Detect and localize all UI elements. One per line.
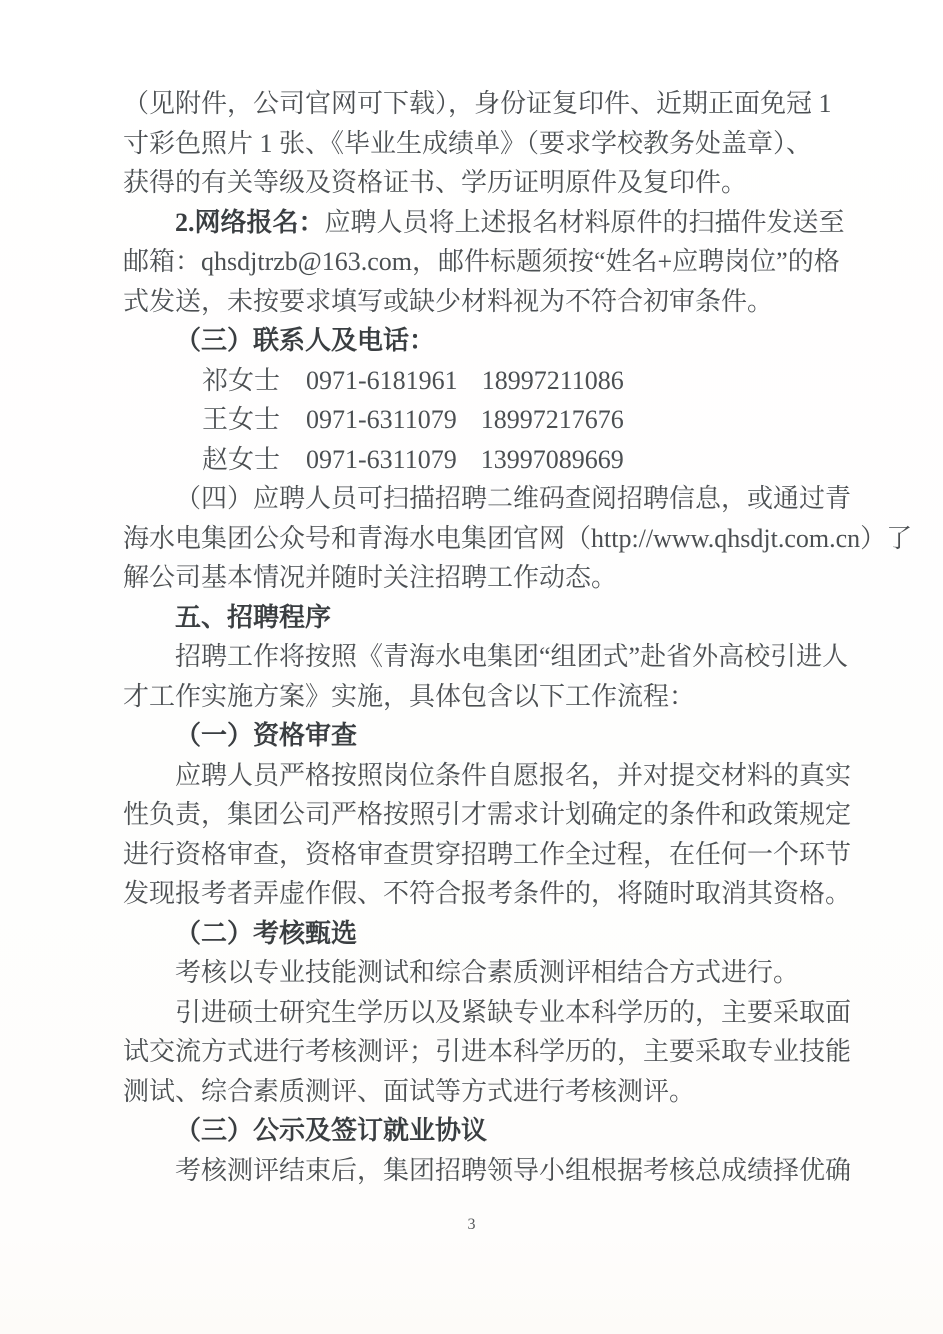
body-line: 获得的有关等级及资格证书、学历证明原件及复印件。 [123, 168, 748, 197]
contact-phone: 0971-6311079 [306, 405, 457, 434]
body-line: 考核测评结束后，集团招聘领导小组根据考核总成绩择优确 [175, 1155, 852, 1185]
contact-phone: 0971-6311079 [306, 444, 457, 474]
body-line: 考核以专业技能测试和综合素质测评相结合方式进行。 [175, 958, 800, 987]
body-line: （见附件，公司官网可下载），身份证复印件、近期正面免冠 1 [123, 89, 832, 118]
body-line: 解公司基本情况并随时关注招聘工作动态。 [123, 563, 618, 592]
body-line: 引进硕士研究生学历以及紧缺专业本科学历的，主要采取面 [175, 997, 852, 1027]
body-line: 寸彩色照片 1 张、《毕业生成绩单》（要求学校教务处盖章）、 [123, 128, 813, 158]
body-line: 式发送，未按要求填写或缺少材料视为不符合初审条件。 [123, 286, 774, 316]
body-line: 招聘工作将按照《青海水电集团“组团式”赴省外高校引进人 [175, 642, 849, 671]
document-text-block [123, 84, 913, 1190]
body-line: 测试、综合素质测评、面试等方式进行考核测评。 [123, 1076, 696, 1106]
contact-phone: 0971-6181961 [306, 365, 458, 395]
email-line: 邮箱：qhsdjtrzb@163.com，邮件标题须按“姓名+应聘岗位”的格 [123, 247, 840, 276]
contact-mobile: 18997211086 [481, 365, 624, 395]
paragraph-qr-info: （四）应聘人员可扫描招聘二维码查阅招聘信息，或通过青 [175, 484, 852, 513]
body-line: 性负责，集团公司严格按照引才需求计划确定的条件和政策规定 [123, 800, 852, 829]
contact-mobile: 13997089669 [480, 444, 624, 474]
contact-row [123, 400, 853, 440]
heading-recruitment-procedure: 五、招聘程序 [175, 602, 332, 632]
body-line: 发现报考者弄虚作假、不符合报考条件的，将随时取消其资格。 [123, 879, 852, 908]
body-line: 进行资格审查，资格审查贯穿招聘工作全过程，在任何一个环节 [123, 839, 852, 869]
heading-qualification-review: （一）资格审查 [175, 721, 358, 750]
heading-publicity-and-employment-agreement: （三）公示及签订就业协议 [175, 1116, 488, 1145]
contact-mobile: 18997217676 [480, 405, 624, 434]
heading-contacts-and-phones: （三）联系人及电话： [175, 326, 436, 355]
body-line: 试交流方式进行考核测评；引进本科学历的，主要采取专业技能 [123, 1037, 852, 1066]
contact-row [123, 440, 853, 480]
contact-name: 赵女士 [202, 444, 281, 474]
body-line: 应聘人员将上述报名材料原件的扫描件发送至 [324, 207, 845, 237]
body-line: 才工作实施方案》实施，具体包含以下工作流程： [123, 681, 696, 711]
website-line: 海水电集团公众号和青海水电集团官网（http://www.qhsdjt.com.cn）了 [123, 523, 913, 553]
body-line: 应聘人员严格按照岗位条件自愿报名，并对提交材料的真实 [175, 760, 852, 790]
online-application-label: 2.网络报名： [175, 207, 325, 237]
contact-row [123, 361, 853, 401]
page-number: 3 [467, 1216, 476, 1233]
contact-name: 王女士 [202, 405, 281, 434]
contact-name: 祁女士 [202, 365, 281, 395]
heading-assessment-selection: （二）考核甄选 [175, 918, 358, 948]
paragraph-online-application [123, 203, 853, 243]
